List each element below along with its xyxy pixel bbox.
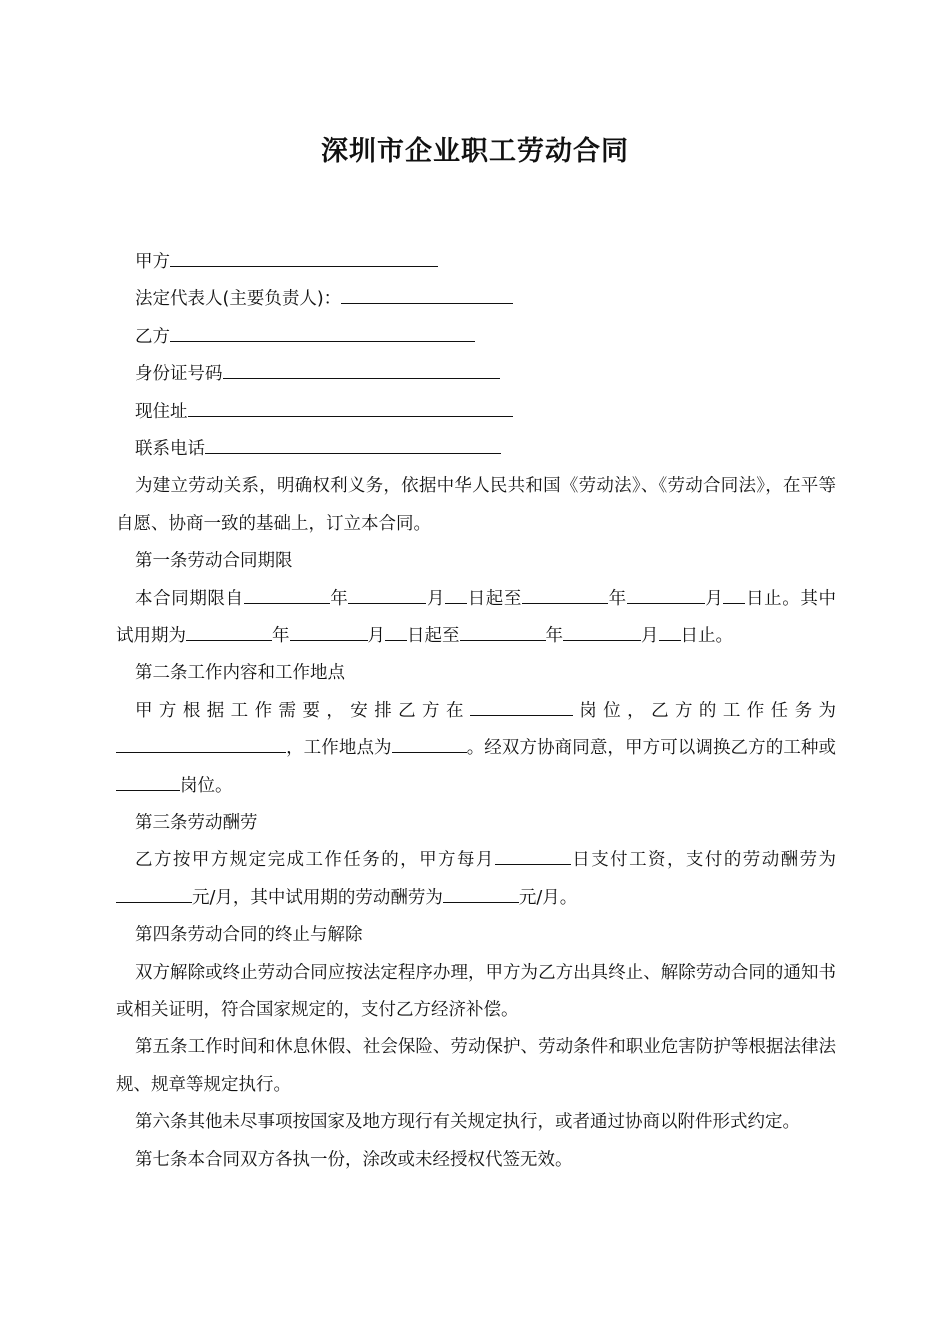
- party-b-label: 乙方: [135, 326, 170, 347]
- year-label: 年: [272, 625, 290, 646]
- party-a-blank[interactable]: [170, 248, 438, 267]
- from-day-label: 日起至: [407, 625, 460, 646]
- end-day-label: 日止。其中试用期为: [116, 588, 837, 646]
- article-2-heading: 第二条工作内容和工作地点: [135, 663, 345, 684]
- party-a-field: [116, 244, 836, 281]
- article-3-text-2: 日支付工资，支付的劳动酬劳为: [570, 850, 837, 871]
- probation-salary-blank[interactable]: [443, 884, 519, 903]
- workplace-blank[interactable]: [392, 734, 467, 753]
- article-1-paragraph: [116, 581, 836, 656]
- article-4-paragraph: 双方解除或终止劳动合同应按法定程序办理，甲方为乙方出具终止、解除劳动合同的通知书或相关证明，符合国家规定的，支付乙方经济补偿。: [116, 962, 836, 1020]
- id-number-field: [116, 356, 836, 393]
- contract-body: [116, 244, 836, 1179]
- probation-end-month-blank[interactable]: [563, 622, 641, 641]
- month-label: 月: [641, 625, 659, 646]
- id-number-blank[interactable]: [223, 360, 500, 379]
- legal-rep-field: [116, 281, 836, 318]
- year-label: 年: [608, 588, 627, 609]
- preamble-paragraph: 为建立劳动关系，明确权利义务，依据中华人民共和国《劳动法》、《劳动合同法》，在平等自愿、协商一致的基础上，订立本合同。: [116, 476, 836, 534]
- phone-blank[interactable]: [205, 435, 501, 454]
- year-label: 年: [545, 625, 563, 646]
- probation-start-year-blank[interactable]: [186, 622, 272, 641]
- article-2-text-3: ，工作地点为: [286, 738, 392, 759]
- end-day-label-2: 日止。: [680, 625, 733, 646]
- contract-title: 深圳市企业职工劳动合同: [321, 136, 629, 167]
- id-number-label: 身份证号码: [135, 364, 223, 385]
- article-3-text-4: 元/月。: [518, 887, 578, 908]
- article-1-text-start: 本合同期限自: [135, 588, 244, 609]
- article-3-heading: 第三条劳动酬劳: [135, 812, 258, 833]
- article-5-paragraph: 第五条工作时间和休息休假、社会保险、劳动保护、劳动条件和职业危害防护等根据法律法规、规章等规定执行。: [116, 1037, 836, 1095]
- phone-field: [116, 431, 836, 468]
- article-2-text-1: 甲方根据工作需要，安排乙方在: [135, 700, 470, 721]
- probation-end-year-blank[interactable]: [460, 622, 546, 641]
- article-6-paragraph: 第六条其他未尽事项按国家及地方现行有关规定执行，或者通过协商以附件形式约定。: [135, 1112, 800, 1133]
- article-7-paragraph: 第七条本合同双方各执一份，涂改或未经授权代签无效。: [135, 1149, 573, 1170]
- party-b-field: [116, 319, 836, 356]
- article-3-text-1: 乙方按甲方规定完成工作任务的，甲方每月: [135, 850, 495, 871]
- address-label: 现住址: [135, 401, 188, 422]
- job-type-blank[interactable]: [116, 772, 180, 791]
- end-month-blank[interactable]: [627, 585, 705, 604]
- article-3-paragraph: [116, 842, 836, 917]
- task-blank[interactable]: [116, 734, 286, 753]
- start-day-blank[interactable]: [445, 585, 467, 604]
- month-label: 月: [426, 588, 446, 609]
- probation-end-day-blank[interactable]: [659, 622, 681, 641]
- position-blank[interactable]: [470, 697, 573, 716]
- probation-start-day-blank[interactable]: [385, 622, 407, 641]
- legal-rep-blank[interactable]: [341, 285, 513, 304]
- salary-blank[interactable]: [116, 884, 192, 903]
- end-day-blank[interactable]: [723, 585, 745, 604]
- year-label: 年: [329, 588, 349, 609]
- article-2-paragraph: [116, 693, 836, 805]
- article-2-text-4: 。经双方协商同意，甲方可以调换乙方的工种或: [466, 738, 836, 759]
- month-label: 月: [704, 588, 724, 609]
- article-2-text-5: 岗位。: [180, 775, 233, 796]
- end-year-blank[interactable]: [522, 585, 608, 604]
- start-month-blank[interactable]: [348, 585, 426, 604]
- article-4-heading: 第四条劳动合同的终止与解除: [135, 925, 363, 946]
- payday-blank[interactable]: [495, 846, 571, 865]
- article-2-text-2: 岗位，乙方的工作任务为: [572, 700, 837, 721]
- party-b-blank[interactable]: [170, 323, 475, 342]
- start-year-blank[interactable]: [244, 585, 330, 604]
- article-1-heading: 第一条劳动合同期限: [135, 551, 293, 572]
- legal-rep-label: 法定代表人(主要负责人)：: [135, 289, 342, 310]
- from-day-label: 日起至: [467, 588, 523, 609]
- probation-start-month-blank[interactable]: [290, 622, 368, 641]
- phone-label: 联系电话: [135, 438, 205, 459]
- address-field: [116, 394, 836, 431]
- party-a-label: 甲方: [135, 252, 170, 272]
- address-blank[interactable]: [188, 398, 513, 417]
- month-label: 月: [367, 625, 385, 646]
- article-3-text-3: 元/月，其中试用期的劳动酬劳为: [192, 887, 443, 908]
